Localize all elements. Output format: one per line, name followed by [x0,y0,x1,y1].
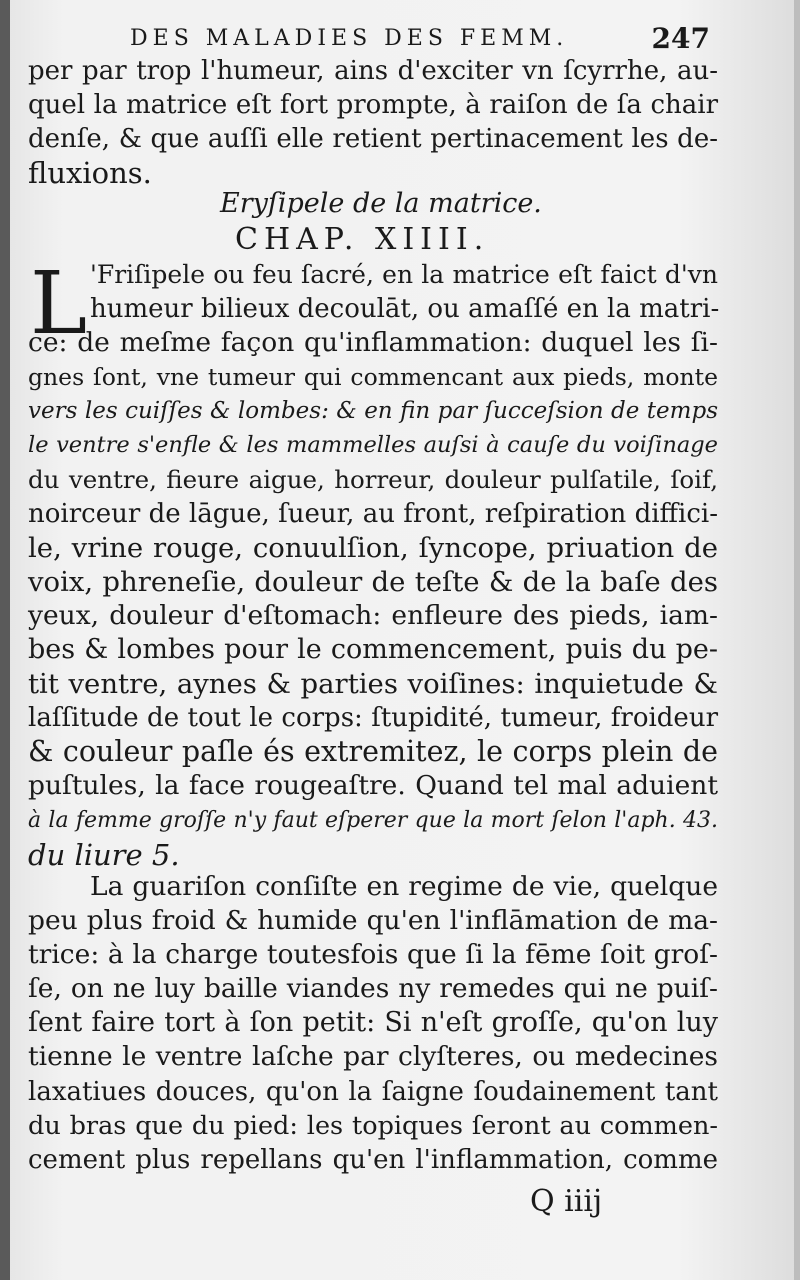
text-line-roman: gnes ſont, vne tumeur qui commencant aux pieds, monte [28,363,718,392]
text-line: tit ventre, aynes & parties voiſines: inquietude & [28,668,718,701]
intro-paragraph [28,54,718,190]
text-line: puſtules, la face rougeaſtre. Quand tel mal aduient [28,770,718,802]
text-line: trice: à la charge toutesfois que ſi la fēme ſoit groſ- [28,939,718,971]
text-line: ce: de meſme façon qu'inflammation: duquel les ſi- [28,327,718,359]
text-line: La guariſon conſiſte en regime de vie, quelque [90,871,718,902]
text-line: noirceur de lāgue, ſueur, au front, reſpiration diffici- [28,498,718,529]
text-line: ſent faire tort à ſon petit: Si n'eſt groſſe, qu'on luy [28,1007,718,1039]
text-line: denſe, & que auſſi elle retient pertinacement les de- [28,124,718,155]
text-line-italic: vers les cuiſſes & lombes: & en fin par ſucceſsion de temps [28,398,718,425]
text-line [28,360,718,394]
text-line: per par trop l'humeur, ains d'exciter vn ſcyrrhe, au- [28,56,718,86]
text-line: le, vrine rouge, conuulſion, ſyncope, priuation de [28,531,718,564]
cure-paragraph [28,870,718,1177]
page-number: 247 [651,22,710,55]
chapter-heading: CHAP. XIIII. [235,222,490,257]
page-edge-right [794,0,800,1280]
text-line: laſſitude de tout le corps: ſtupidité, tumeur, froideur [28,703,718,734]
text-line: du ventre, fieure aigue, horreur, douleur pulſatile, ſoif, [28,464,718,494]
text-line: fluxions. [28,156,152,191]
signature-mark: Q iiij [530,1184,603,1219]
section-title: Eryſipele de la matrice. [220,188,542,219]
text-line: peu plus froid & humide qu'en l'inflāmation de ma- [28,905,718,937]
text-line: tienne le ventre laſche par clyſteres, ou medecines [28,1041,718,1073]
text-line: ſe, on ne luy baille viandes ny remedes qui ne puiſ- [28,973,718,1005]
text-line: voix, phreneſie, douleur de teſte & de la baſe des [28,565,718,598]
text-line-italic: le ventre s'enfle & les mammelles auſsi à cauſe du voiſinage [28,432,718,459]
text-line: laxatiues douces, qu'on la ſaigne ſoudainement tant [28,1076,718,1107]
text-line: bes & lombes pour le commencement, puis du pe- [28,634,718,666]
chapter-paragraph [28,254,720,872]
text-line: quel la matrice eſt fort prompte, à raiſon de ſa chair [28,90,718,121]
text-line: 'Friſipele ou feu ſacré, en la matrice eſt faict d'vn [90,260,718,289]
text-line: humeur bilieux decoulāt, ou amaſſé en la matri- [90,294,720,325]
text-line: & couleur paſle és extremitez, le corps plein de [28,735,718,769]
running-title: DES MALADIES DES FEMM. [130,26,569,51]
drop-cap: L [30,254,88,354]
text-line-italic: du liure 5. [28,837,180,872]
page-edge-shadow [0,0,10,1280]
text-line: cement plus repellans qu'en l'inflammation, comme [28,1144,718,1175]
text-line-italic: à la femme groſſe n'y faut eſperer que la mort ſelon l'aph. 43. [28,807,718,833]
text-line: yeux, douleur d'eſtomach: enfleure des pieds, iam- [28,599,718,631]
text-line: du bras que du pied: les topiques ſeront au commen- [28,1110,718,1141]
